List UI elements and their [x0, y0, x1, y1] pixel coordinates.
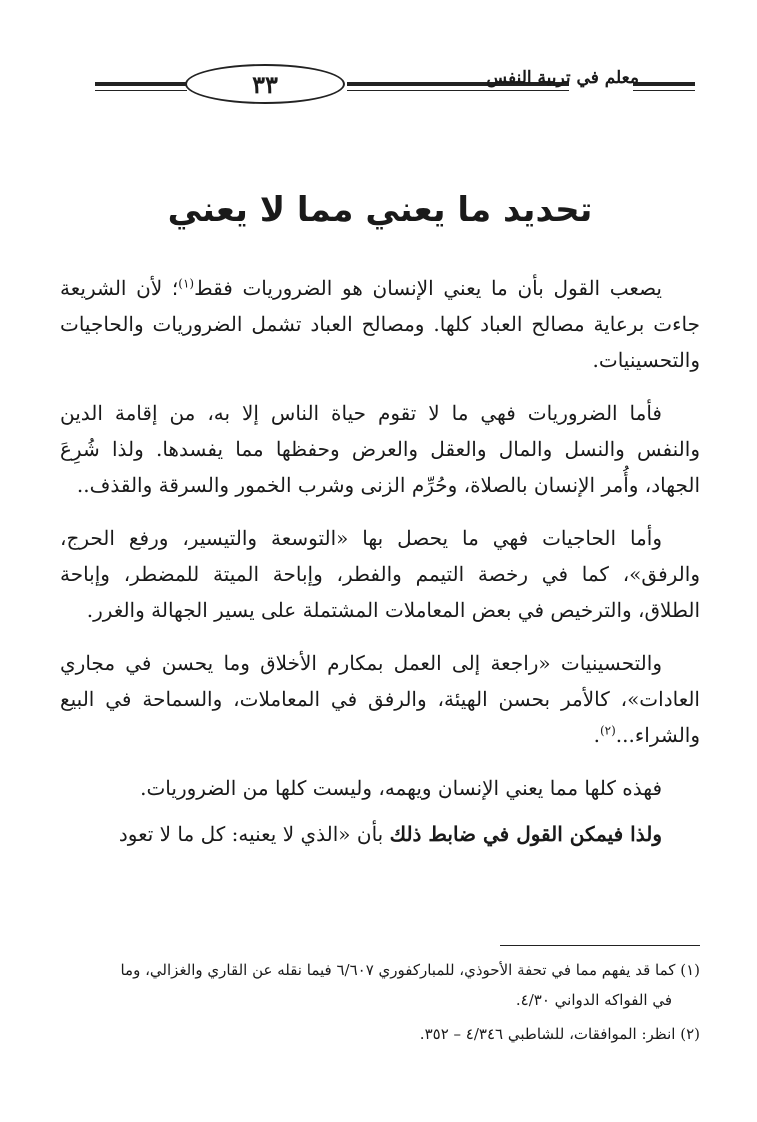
header-rule [95, 82, 187, 86]
footnote-reference[interactable]: (١) [178, 276, 195, 291]
paragraph-text: بأن «الذي لا يعنيه: كل ما لا تعود [118, 822, 390, 846]
page-number: ٣٣ [185, 64, 345, 104]
footnote-reference[interactable]: (٢) [599, 723, 616, 738]
body-text [60, 270, 700, 869]
footnote [60, 955, 700, 1015]
header-rule [347, 90, 569, 91]
paragraph-text: ؛ لأن الشريعة جاءت برعاية مصالح العباد كلها. ومصالح العباد تشمل الضروريات والحاجيات والتحسينيات. [60, 276, 700, 372]
running-title: معلم في تربية النفس [486, 68, 639, 88]
paragraph [60, 270, 700, 378]
section-heading: تحديد ما يعني مما لا يعني [167, 190, 593, 230]
paragraph-text: يصعب القول بأن ما يعني الإنسان هو الضروريات فقط [194, 276, 662, 300]
paragraph-bold-text: ولذا فيمكن القول في ضابط ذلك [389, 822, 662, 846]
footnote-marker: (١) [680, 961, 700, 979]
paragraph-text: والتحسينيات «راجعة إلى العمل بمكارم الأخلاق وما يحسن في مجاري العادات»، كالأمر بحسن الهيئة، والرفق في المعاملات، والسماحة في البيع والشراء... [60, 651, 700, 747]
paragraph-text: فهذه كلها مما يعني الإنسان ويهمه، وليست كلها من الضروريات. [140, 776, 662, 800]
footnote-text: انظر: الموافقات، للشاطبي ٤/٣٤٦ – ٣٥٢. [419, 1025, 676, 1043]
paragraph [60, 520, 700, 628]
footnote [60, 1019, 700, 1049]
paragraph [60, 816, 700, 852]
paragraph [60, 645, 700, 753]
paragraph-text: . [593, 723, 600, 747]
running-header [95, 62, 695, 106]
footnotes [60, 955, 700, 1053]
footnote-marker: (٢) [680, 1025, 700, 1043]
paragraph-text: وأما الحاجيات فهي ما يحصل بها «التوسعة والتيسير، ورفع الحرج، والرفق»، كما في رخصة التيمم والفطر، وإباحة الميتة للمضطر، وإباحة الطلاق، والترخيص في بعض المعاملات المشتملة على يسير الجهالة والغرر. [60, 526, 700, 622]
footnote-divider [500, 945, 700, 946]
paragraph [60, 395, 700, 503]
paragraph [60, 770, 700, 806]
paragraph-text: فأما الضروريات فهي ما لا تقوم حياة الناس إلا به، من إقامة الدين والنفس والنسل والمال والعقل والعرض وحفظها مما يفسدها. ولذا شُرِعَ الجهاد، وأُمر الإنسان بالصلاة، وحُرِّم الزنى وشرب الخمور والسرقة والقذف.. [60, 401, 700, 497]
footnote-text: كما قد يفهم مما في تحفة الأحوذي، للمباركفوري ٦/٦٠٧ فيما نقله عن القاري والغزالي، وما [120, 961, 676, 979]
header-rule [633, 82, 695, 86]
footnote-text: في الفواكه الدواني ٤/٣٠. [515, 991, 672, 1009]
header-rule [633, 90, 695, 91]
header-rule [95, 90, 187, 91]
